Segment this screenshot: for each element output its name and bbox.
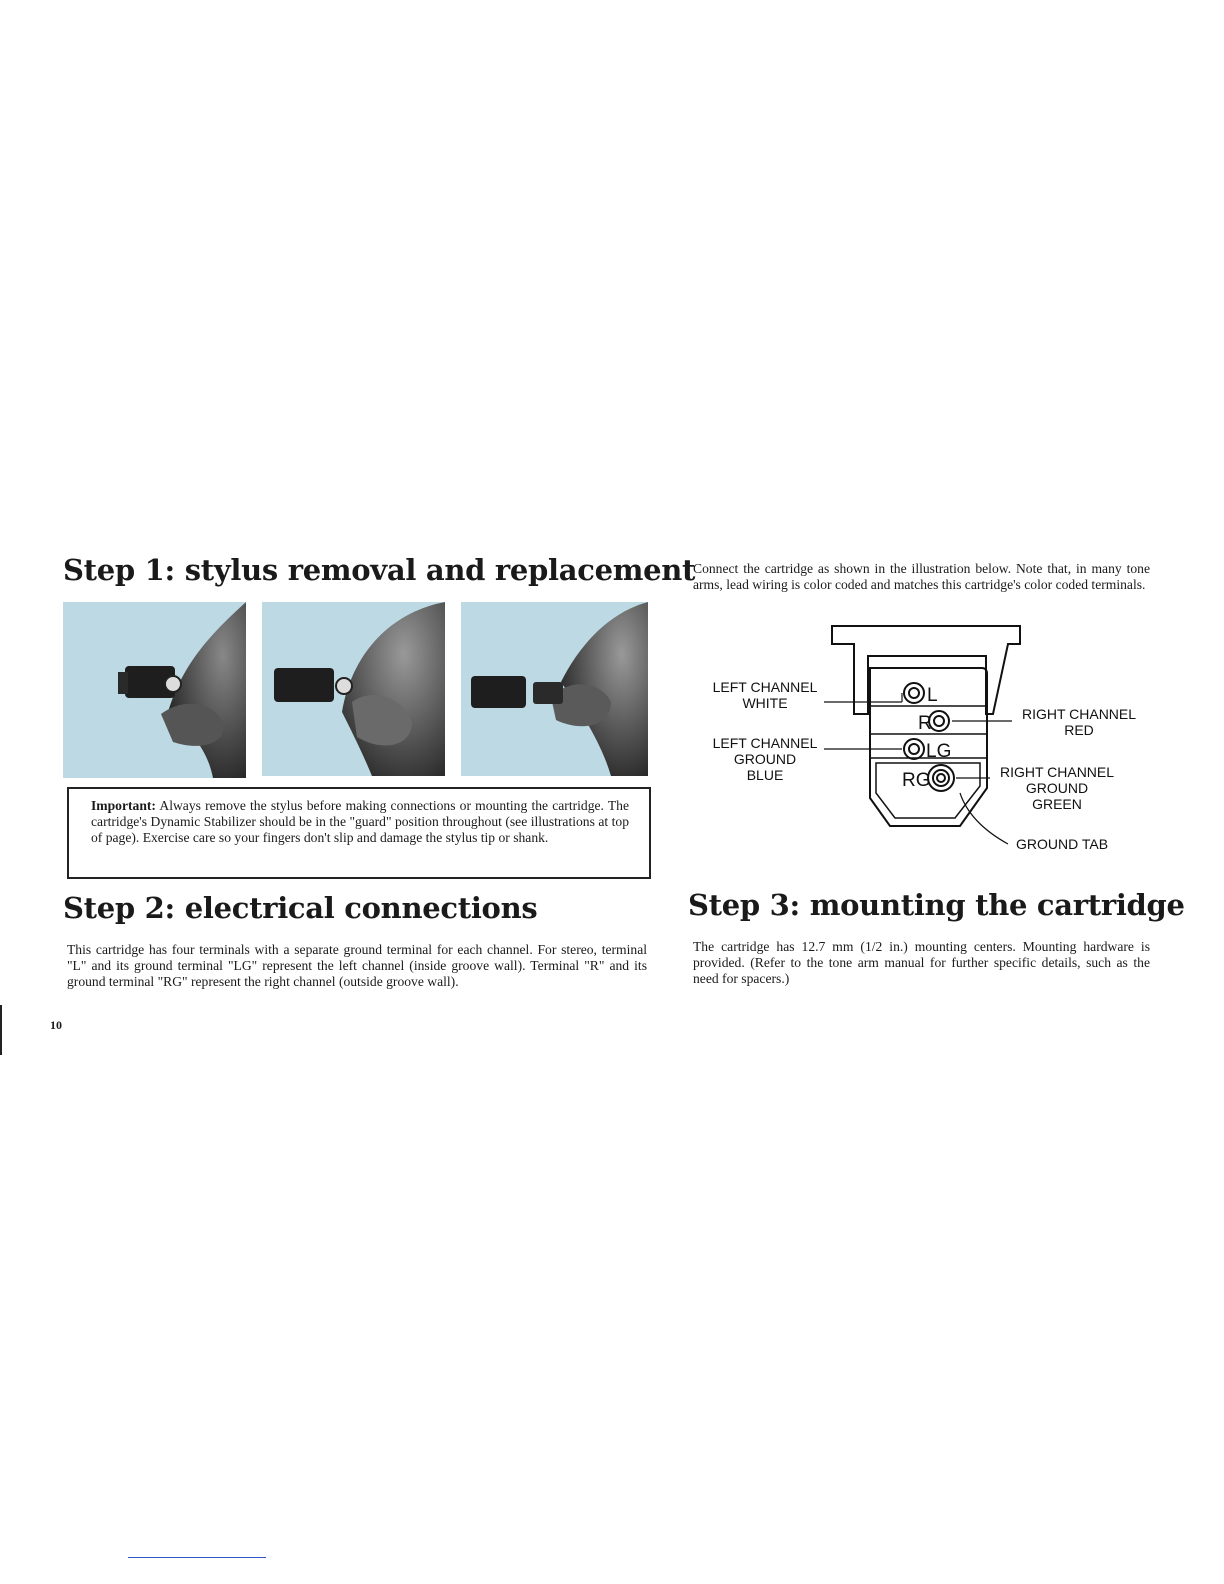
terminal-l-label: L <box>927 685 938 706</box>
cartridge-bracket <box>832 626 1020 714</box>
terminal-r <box>929 711 949 731</box>
stylus-photo-1 <box>63 602 246 778</box>
page-number: 10 <box>50 1018 62 1032</box>
step3-text: The cartridge has 12.7 mm (1/2 in.) mounting centers. Mounting hardware is provided. (Refer to the tone arm manual for further specific details, such as the need for spacers.) <box>693 939 1150 986</box>
step1-title: Step 1: stylus removal and replacement <box>63 553 696 587</box>
step3-title: Step 3: mounting the cartridge <box>688 888 1185 922</box>
terminal-l <box>904 683 924 703</box>
bottom-rule <box>128 1557 266 1558</box>
right-ground-label: RIGHT CHANNEL GROUND GREEN <box>999 764 1115 812</box>
terminal-rg-label: RG <box>902 770 931 791</box>
step2-text: This cartridge has four terminals with a separate ground terminal for each channel. For stereo, terminal "L" and its ground terminal "LG" represent the left channel (inside groove wall). Terminal "R" and its ground terminal "RG" represent the right channel (outside groove wall). <box>67 942 647 989</box>
stylus-photo-2 <box>262 602 445 776</box>
stylus-photo-3 <box>461 602 648 776</box>
terminal-rg <box>928 765 954 791</box>
step2-title: Step 2: electrical connections <box>63 891 538 925</box>
important-text: Always remove the stylus before making connections or mounting the cartridge. The cartridge's Dynamic Stabilizer should be in the "guard" position throughout (see illustrations at top of page). Exercise care so your fingers don't slip and damage the stylus tip or shank. <box>91 798 630 845</box>
terminal-lg-label: LG <box>926 741 952 762</box>
margin-rule <box>0 1005 2 1055</box>
left-channel-label: LEFT CHANNEL WHITE <box>712 679 818 711</box>
right-channel-label: RIGHT CHANNEL RED <box>1021 706 1137 738</box>
terminal-lg <box>904 739 924 759</box>
left-ground-label: LEFT CHANNEL GROUND BLUE <box>712 735 818 783</box>
important-label: Important: <box>91 798 156 813</box>
important-note <box>67 787 651 879</box>
terminal-r-label: R <box>918 713 932 734</box>
ground-tab-label: GROUND TAB <box>1016 836 1109 852</box>
connect-text: Connect the cartridge as shown in the illustration below. Note that, in many tone arms, lead wiring is color coded and matches this cartridge's color coded terminals. <box>693 561 1150 592</box>
